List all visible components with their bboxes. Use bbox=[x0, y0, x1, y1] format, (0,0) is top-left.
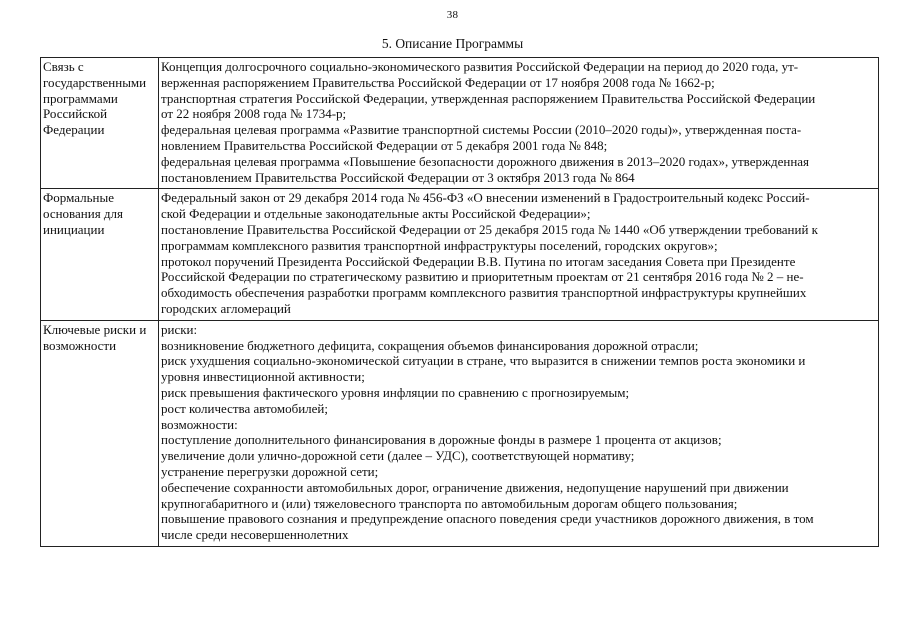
row-content-line: поступление дополнительного финансирования в дорожные фонды в размере 1 процента от акцизов; bbox=[161, 432, 722, 448]
row-label-line: Российской bbox=[43, 106, 108, 122]
row-label-line: Ключевые риски и bbox=[43, 321, 147, 337]
row-content-line: увеличение доли улично-дорожной сети (далее – УДС), соответствующей нормативу; bbox=[161, 448, 635, 464]
row-content-line: крупногабаритного и (или) тяжеловесного транспорта по автомобильным дорогам общего пользования; bbox=[161, 495, 738, 511]
row-content-line: ской Федерации и отдельные законодательные акты Российской Федерации»; bbox=[161, 206, 591, 222]
row-content-line: федеральная целевая программа «Развитие транспортной системы России (2010–2020 годы)», утвержденная поста- bbox=[161, 122, 802, 138]
row-content-line: повышение правового сознания и предупреждение опасного поведения среди участников дорожного движения, в том bbox=[161, 511, 814, 527]
row-label-line: возможности bbox=[43, 337, 117, 353]
row-content-line: обходимость обеспечения разработки программ комплексного развития транспортной инфраструктуры крупнейших bbox=[161, 285, 807, 301]
program-description-table bbox=[40, 57, 879, 547]
row-content-line: протокол поручений Президента Российской Федерации В.В. Путина по итогам заседания Совета при Президенте bbox=[161, 253, 796, 269]
row-content-line: риск превышения фактического уровня инфляции по сравнению с прогнозируемым; bbox=[161, 384, 630, 400]
row-label-cell bbox=[41, 320, 159, 546]
row-label-line: Федерации bbox=[43, 122, 105, 138]
row-content-line: Российской Федерации по стратегическому развитию и приоритетным проектам от 21 сентября 2016 года № 2 – не- bbox=[161, 269, 804, 285]
row-label-line: Формальные bbox=[43, 190, 114, 206]
row-label-line: государственными bbox=[43, 74, 147, 90]
row-formal-grounds bbox=[41, 189, 879, 320]
row-content-line: устранение перегрузки дорожной сети; bbox=[161, 463, 379, 479]
row-content-line: обеспечение сохранности автомобильных дорог, ограничение движения, недопущение нарушений при движении bbox=[161, 479, 789, 495]
row-content-line: постановлением Правительства Российской Федерации от 3 октября 2013 года № 864 bbox=[161, 169, 635, 185]
row-content-line: транспортная стратегия Российской Федерации, утвержденная распоряжением Правительства Российской Федерации bbox=[161, 90, 816, 106]
row-label-cell bbox=[41, 58, 159, 189]
row-content-line: программам комплексного развития транспортной инфраструктуры поселений, городских округов»; bbox=[161, 237, 718, 253]
row-content-line: риск ухудшения социально-экономической ситуации в стране, что выразится в снижении темпов роста экономики и bbox=[161, 353, 806, 369]
row-content-line: федеральная целевая программа «Повышение безопасности дорожного движения в 2013–2020 годах», утвержденная bbox=[161, 153, 810, 169]
row-content-cell bbox=[159, 58, 879, 189]
row-content-line: от 22 ноября 2008 года № 1734-р; bbox=[161, 106, 347, 122]
row-content-line: рост количества автомобилей; bbox=[161, 400, 328, 416]
row-risks-opportunities bbox=[41, 320, 879, 546]
row-content-line: верженная распоряжением Правительства Российской Федерации от 17 ноября 2008 года № 1662-р; bbox=[161, 74, 715, 90]
row-content-line: риски: bbox=[161, 321, 198, 337]
row-content-line: уровня инвестиционной активности; bbox=[161, 369, 365, 385]
row-label-line: Связь с bbox=[43, 59, 84, 74]
row-content-cell bbox=[159, 320, 879, 546]
row-content-line: новлением Правительства Российской Федерации от 5 декабря 2001 года № 848; bbox=[161, 137, 608, 153]
row-label-line: основания для bbox=[43, 206, 124, 222]
row-content-line: городских агломераций bbox=[161, 300, 291, 316]
section-title: 5. Описание Программы bbox=[381, 36, 524, 51]
row-label-line: инициации bbox=[43, 221, 105, 237]
row-content-line: возникновение бюджетного дефицита, сокращения объемов финансирования дорожной отрасли; bbox=[161, 337, 699, 353]
row-content-line: Федеральный закон от 29 декабря 2014 года № 456-ФЗ «О внесении изменений в Градостроительный кодекс Россий- bbox=[161, 190, 810, 206]
row-label-cell bbox=[41, 189, 159, 320]
row-content-line: возможности: bbox=[161, 416, 238, 432]
page-number: 38 bbox=[446, 9, 459, 21]
row-links-state-programs bbox=[41, 58, 879, 189]
row-content-line: числе среди несовершеннолетних bbox=[161, 527, 349, 543]
row-content-line: Концепция долгосрочного социально-экономического развития Российской Федерации на период до 2020 года, ут- bbox=[161, 59, 799, 74]
row-label-line: программами bbox=[43, 90, 118, 106]
row-content-line: постановление Правительства Российской Федерации от 25 декабря 2015 года № 1440 «Об утверждении требований к bbox=[161, 221, 818, 237]
row-content-cell bbox=[159, 189, 879, 320]
